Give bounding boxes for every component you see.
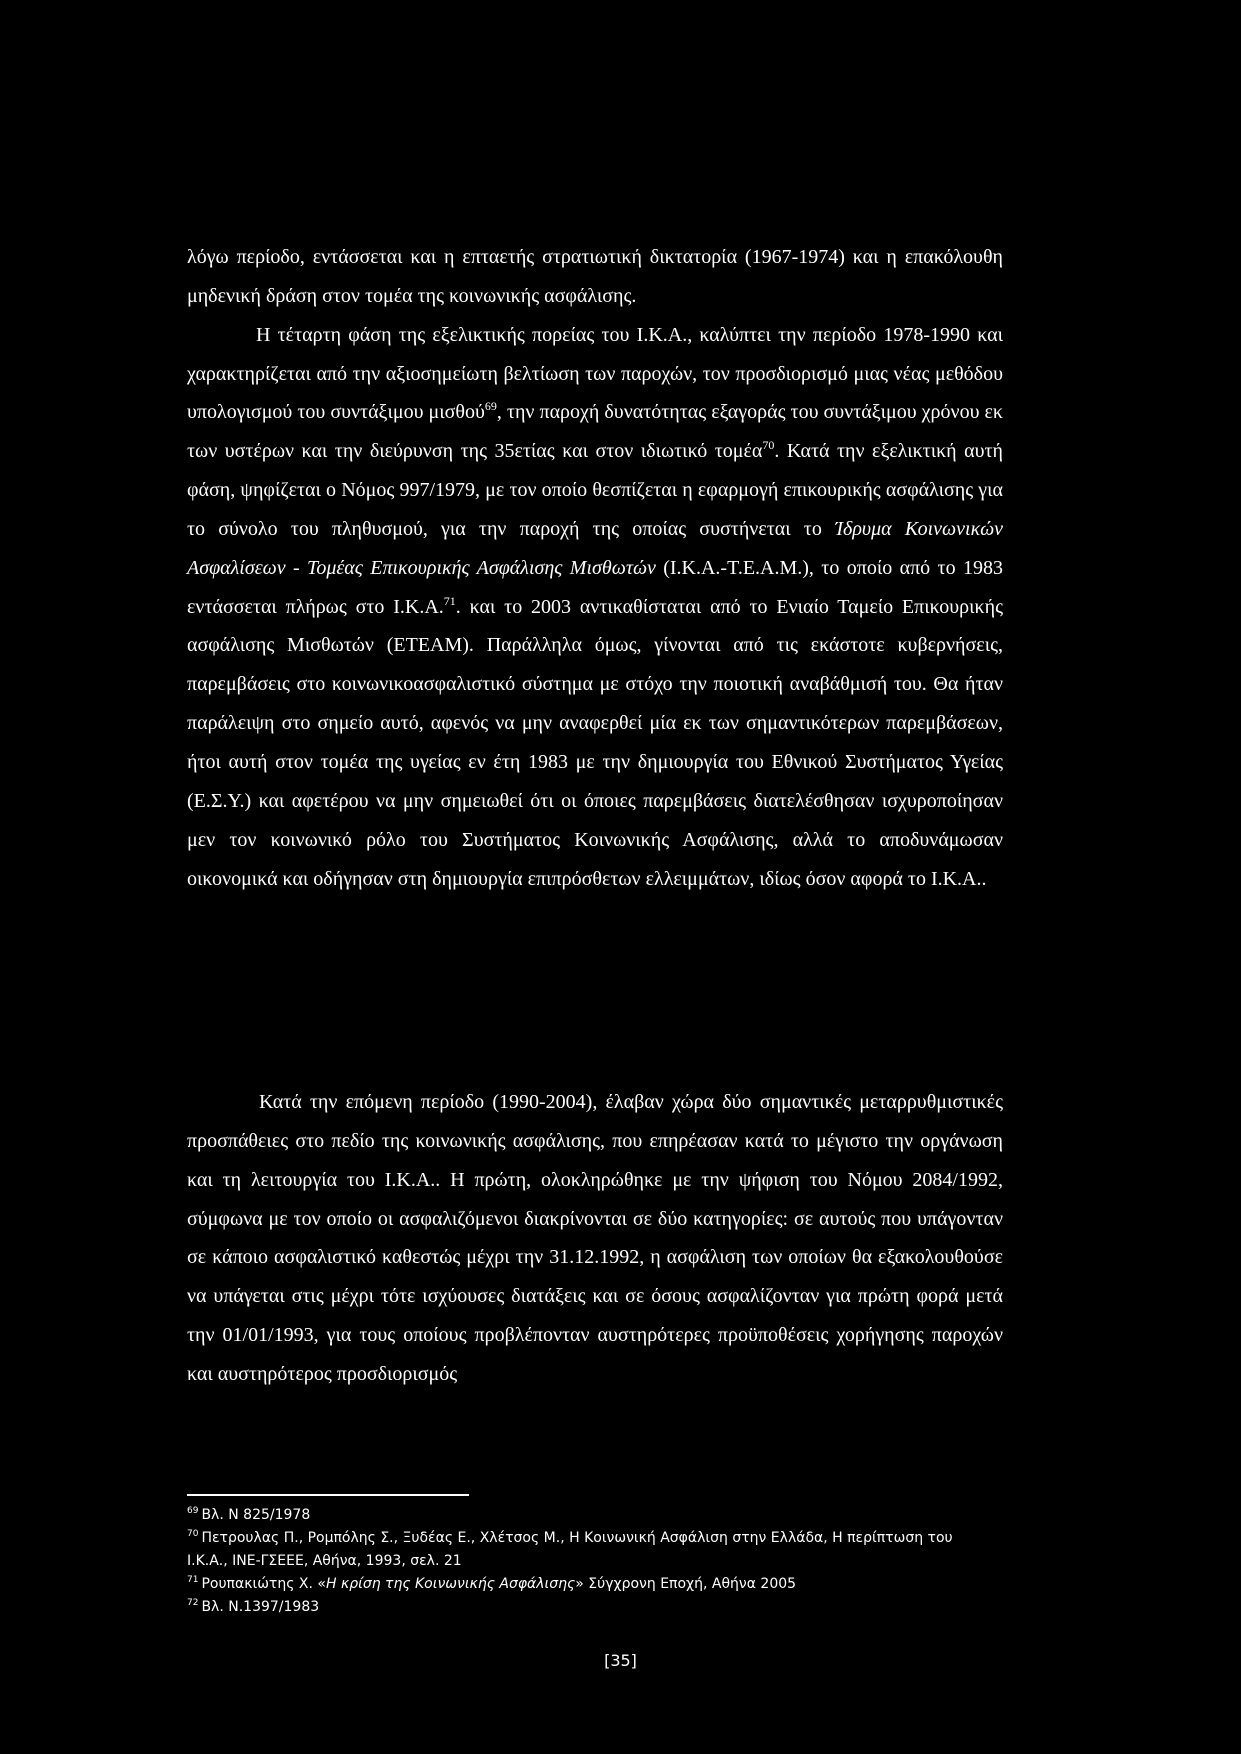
footnote-72 xyxy=(187,1596,987,1619)
footnote-ref-70[interactable]: 70 xyxy=(762,438,775,453)
paragraph-text: , την παροχή δυνατότητας εξαγοράς του συντάξιμου χρόνου εκ των υστέρων και την διεύρυνση της 35ετίας και στον ιδιωτικό τομέα xyxy=(187,401,1003,463)
footnote-text: » Σύγχρονη Εποχή, Αθήνα 2005 xyxy=(575,1576,797,1592)
second-text-block xyxy=(187,1083,1003,1394)
footnote-number: 69 xyxy=(187,1506,199,1516)
footnote-text: Ρουπακιώτης Χ. « xyxy=(201,1576,326,1592)
paragraph-text: . και το 2003 αντικαθίσταται από το Ενιαίο Ταμείο Επικουρικής ασφάλισης Μισθωτών (ΕΤΕΑΜ). Παράλληλα όμως, γίνονται από τις εκάστοτε κυβερνήσεις, παρεμβάσεις στο κοινωνικοασφαλιστικό σύστημα με στόχο την ποιοτική αναβάθμισή του. Θα ήταν παράλειψη στο σημείο αυτό, αφενός να μην αναφερθεί μία εκ των σημαντικότερων παρεμβάσεων, ήτοι αυτή στον τομέα της υγείας εν έτη 1983 με την δημιουργία του Εθνικού Συστήματος Υγείας (Ε.Σ.Υ.) και αφετέρου να μην σημειωθεί ότι οι όποιες παρεμβάσεις διατελέσθησαν ισχυροποίησαν μεν τον κοινωνικό ρόλο του Συστήματος Κοινωνικής Ασφάλισης, αλλά το αποδυνάμωσαν οικονομικά και οδήγησαν στη δημιουργία επιπρόσθετων ελλειμμάτων, ιδίως όσον αφορά το Ι.Κ.Α.. xyxy=(187,595,1003,890)
footnote-71 xyxy=(187,1573,987,1596)
paragraph-continuation: λόγω περίοδο, εντάσσεται και η επταετής στρατιωτική δικτατορία (1967-1974) και η επακόλουθη μηδενική δράση στον τομέα της κοινωνικής ασφάλισης. xyxy=(187,246,1003,307)
italic-institution-name: Ίδρυμα Κοινωνικών Ασφαλίσεων - Τομέας Επικουρικής Ασφάλισης Μισθωτών xyxy=(187,517,1004,579)
footnote-text: Βλ. Ν 825/1978 xyxy=(201,1507,311,1523)
footnote-70 xyxy=(187,1527,987,1573)
footnote-text: Βλ. Ν.1397/1983 xyxy=(201,1599,320,1615)
footnote-69 xyxy=(187,1504,987,1527)
paragraph-text: . Κατά την εξελικτική αυτή φάση, ψηφίζεται ο Νόμος 997/1979, με τον οποίο θεσπίζεται η εφαρμογή επικουρικής ασφάλισης για το σύνολο του πληθυσμού, για την παροχή της οποίας συστήνεται το xyxy=(187,440,1003,540)
footnote-italic-title: Η κρίση της Κοινωνικής Ασφάλισης xyxy=(325,1576,576,1592)
main-text-block xyxy=(187,238,1003,898)
footnote-ref-69[interactable]: 69 xyxy=(484,399,497,414)
page-number: [35] xyxy=(604,1651,637,1670)
paragraph-next-period: Κατά την επόμενη περίοδο (1990-2004), έλαβαν χώρα δύο σημαντικές μεταρρυθμιστικές προσπάθειες στο πεδίο της κοινωνικής ασφάλισης, που επηρέασαν κατά το μέγιστο την οργάνωση και τη λειτουργία του Ι.Κ.Α.. Η πρώτη, ολοκληρώθηκε με την ψήφιση του Νόμου 2084/1992, σύμφωνα με τον οποίο οι ασφαλιζόμενοι διακρίνονται σε δύο κατηγορίες: σε αυτούς που υπάγονταν σε κάποιο ασφαλιστικό καθεστώς μέχρι την 31.12.1992, η ασφάλιση των οποίων θα εξακολουθούσε να υπάγεται στις μέχρι τότε ισχύουσες διατάξεις και σε όσους ασφαλίζονταν για πρώτη φορά μετά την 01/01/1993, για τους οποίους προβλέπονταν αυστηρότερες προϋποθέσεις χορήγησης παροχών και αυστηρότερος προσδιορισμός xyxy=(187,1091,1003,1385)
footnote-separator xyxy=(187,1494,469,1496)
footnote-number: 70 xyxy=(187,1529,199,1539)
footnotes xyxy=(187,1504,987,1619)
paragraph-fourth-phase xyxy=(187,316,1003,899)
paragraph-text: Η τέταρτη φάση της εξελικτικής πορείας του Ι.Κ.Α., καλύπτει την περίοδο 1978-1990 και χαρακτηρίζεται από την αξιοσημείωτη βελτίωση των παροχών, τον προσδιορισμό μιας νέας μεθόδου υπολογισμού του συντάξιμου μισθού xyxy=(187,323,1003,424)
paragraph-text: (Ι.Κ.Α.-Τ.Ε.Α.Μ.), το οποίο από το 1983 εντάσσεται πλήρως στο Ι.Κ.Α. xyxy=(187,556,1003,618)
footnote-number: 71 xyxy=(187,1575,199,1585)
footnote-number: 72 xyxy=(187,1598,199,1608)
footnote-ref-71[interactable]: 71 xyxy=(443,593,456,608)
footnote-text: Πετρουλας Π., Ρομπόλης Σ., Ξυδέας Ε., Χλέτσος Μ., Η Κοινωνική Ασφάλιση στην Ελλάδα, Η περίπτωση του Ι.Κ.Α., ΙΝΕ-ΓΣΕΕΕ, Αθήνα, 1993, σελ. 21 xyxy=(187,1530,953,1569)
